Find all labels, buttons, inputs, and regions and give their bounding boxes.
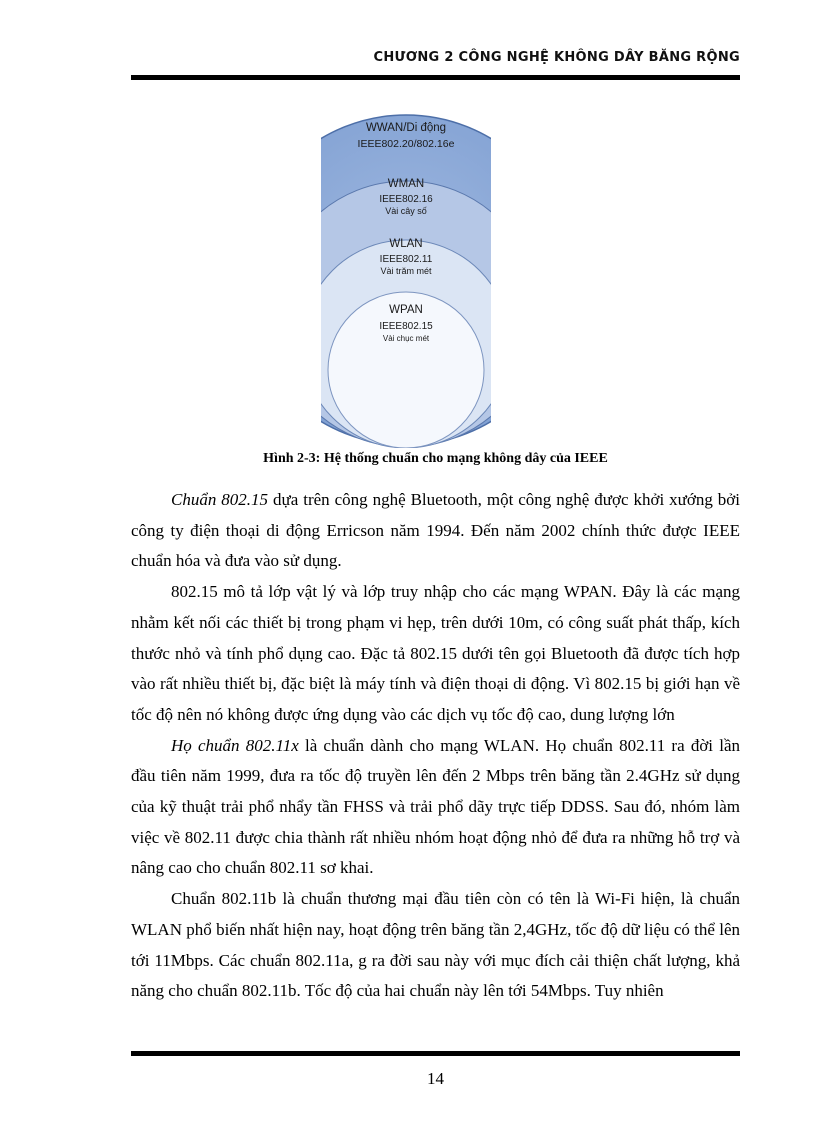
wireless-standards-figure xyxy=(321,108,491,448)
footer-rule xyxy=(131,1051,740,1056)
chapter-header: CHƯƠNG 2 CÔNG NGHỆ KHÔNG DÂY BĂNG RỘNG xyxy=(373,50,740,65)
wlan-standard: IEEE802.11 xyxy=(379,254,433,265)
paragraph-text: dựa trên công nghệ Bluetooth, một công nghệ được khởi xướng bởi công ty điện thoại di động Erricson năm 1994. Đến năm 2002 chính thức được IEEE chuẩn hóa và đưa vào sử dụng. xyxy=(131,490,740,571)
wman-name: WMAN xyxy=(387,178,425,190)
paragraph-802-15 xyxy=(131,485,740,577)
paragraph-text: 802.15 mô tả lớp vật lý và lớp truy nhập cho các mạng WPAN. Đây là các mạng nhằm kết nối các thiết bị trong phạm vi hẹp, trên dưới 10m, có công suất phát thấp, kích thước nhỏ và tính phổ dụng cao. Đặc tả 802.15 dưới tên gọi Bluetooth đã được tích hợp vào rất nhiều thiết bị, đặc biệt là máy tính và điện thoại di động. Vì 802.15 bị giới hạn về tốc độ nên nó không được ứng dụng vào các dịch vụ tốc độ cao, dung lượng lớn xyxy=(131,582,740,724)
page-number: 14 xyxy=(427,1069,444,1088)
wlan-range: Vài trăm mét xyxy=(380,266,432,276)
wpan-standard: IEEE802.15 xyxy=(379,321,433,332)
wlan-name: WLAN xyxy=(389,238,423,250)
wman-range: Vài cây số xyxy=(385,206,427,216)
body-text xyxy=(131,485,740,1007)
paragraph-text: Chuẩn 802.11b là chuẩn thương mại đầu tiên còn có tên là Wi-Fi hiện, là chuẩn WLAN phổ biến nhất hiện nay, hoạt động trên băng tần 2,4GHz, tốc độ dữ liệu có thể lên tới 11Mbps. Các chuẩn 802.11a, g ra đời sau này với mục đích cải thiện chất lượng, khả năng cho chuẩn 802.11b. Tốc độ của hai chuẩn này lên tới 54Mbps. Tuy nhiên xyxy=(131,889,740,1001)
paragraph-802-11x xyxy=(131,731,740,885)
wpan-range: Vài chục mét xyxy=(382,334,430,343)
wwan-name: WWAN/Di động xyxy=(365,122,447,134)
figure-caption: Hình 2-3: Hệ thống chuẩn cho mạng không dây của IEEE xyxy=(263,451,608,466)
paragraph-802-11b xyxy=(131,884,740,1007)
paragraph-wpan xyxy=(131,577,740,731)
wpan-name: WPAN xyxy=(389,304,423,316)
paragraph-lead: Chuẩn 802.15 xyxy=(171,490,269,509)
paragraph-text: là chuẩn dành cho mạng WLAN. Họ chuẩn 802.11 ra đời lần đầu tiên năm 1999, đưa ra tốc độ truyền lên đến 2 Mbps trên băng tần 2.4GHz sử dụng của kỹ thuật trải phổ nhẩy tần FHSS và trải phổ dãy trực tiếp DDSS. Sau đó, nhóm làm việc về 802.11 được chia thành rất nhiều nhóm hoạt động nhỏ để đưa ra những hỗ trợ và nâng cao cho chuẩn 802.11 sơ khai. xyxy=(131,735,740,878)
header-rule xyxy=(131,75,740,80)
paragraph-lead: Họ chuẩn 802.11x xyxy=(171,735,299,755)
wwan-standard: IEEE802.20/802.16e xyxy=(357,138,455,150)
wman-standard: IEEE802.16 xyxy=(379,194,433,205)
